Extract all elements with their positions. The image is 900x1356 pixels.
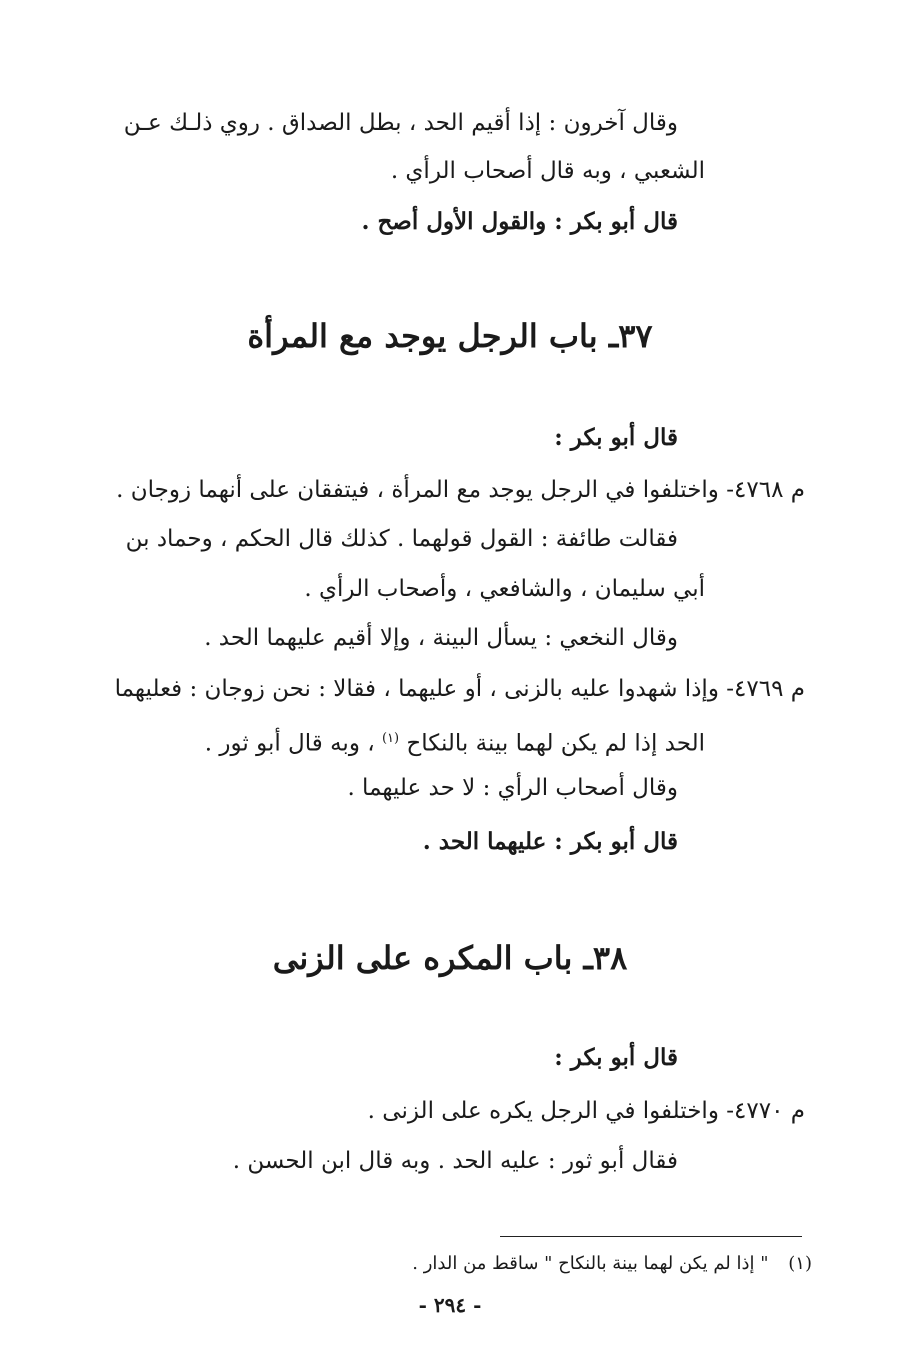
text-line: الشعبي ، وبه قال أصحاب الرأي . <box>390 158 705 184</box>
section-heading: ٣٧ـ باب الرجل يوجد مع المرأة <box>247 317 653 355</box>
text-line: قال أبو بكر : عليهما الحد . <box>422 828 678 855</box>
text-line: وقال النخعي : يسأل البينة ، وإلا أقيم عليهما الحد . <box>204 625 678 651</box>
text-line: قال أبو بكر : والقول الأول أصح . <box>361 208 678 235</box>
footnote-text: " إذا لم يكن لهما بينة بالنكاح " ساقط من الدار . <box>412 1253 769 1274</box>
numbered-item: م ٤٧٦٨- واختلفوا في الرجل يوجد مع المرأة ، فيتفقان على أنهما زوجان . <box>116 477 805 503</box>
text-line: وقال آخرون : إذا أقيم الحد ، بطل الصداق . روي ذلـك عـن <box>123 110 678 136</box>
text-line: قال أبو بكر : <box>554 1044 678 1071</box>
text-line: أبي سليمان ، والشافعي ، وأصحاب الرأي . <box>304 576 705 602</box>
page-number: - ٢٩٤ - <box>418 1293 482 1317</box>
numbered-item: م ٤٧٧٠- واختلفوا في الرجل يكره على الزنى . <box>367 1098 805 1124</box>
footnote-number: (١) <box>788 1253 812 1274</box>
numbered-item: م ٤٧٦٩- وإذا شهدوا عليه بالزنى ، أو عليهما ، فقالا : نحن زوجان : فعليهما <box>114 676 805 702</box>
text-line: وقال أصحاب الرأي : لا حد عليهما . <box>347 775 678 801</box>
text-line: قال أبو بكر : <box>554 424 678 451</box>
section-heading: ٣٨ـ باب المكره على الزنى <box>272 939 628 977</box>
text-segment: الحد إذا لم يكن لهما بينة بالنكاح <box>406 730 705 757</box>
text-segment: ، وبه قال أبو ثور . <box>204 730 375 757</box>
text-line: فقال أبو ثور : عليه الحد . وبه قال ابن الحسن . <box>232 1148 678 1174</box>
text-line: فقالت طائفة : القول قولهما . كذلك قال الحكم ، وحماد بن <box>125 526 678 552</box>
footnote <box>412 1252 812 1276</box>
footnote-separator <box>500 1236 802 1237</box>
footnote-reference: (١) <box>381 731 400 746</box>
text-line <box>205 724 705 759</box>
